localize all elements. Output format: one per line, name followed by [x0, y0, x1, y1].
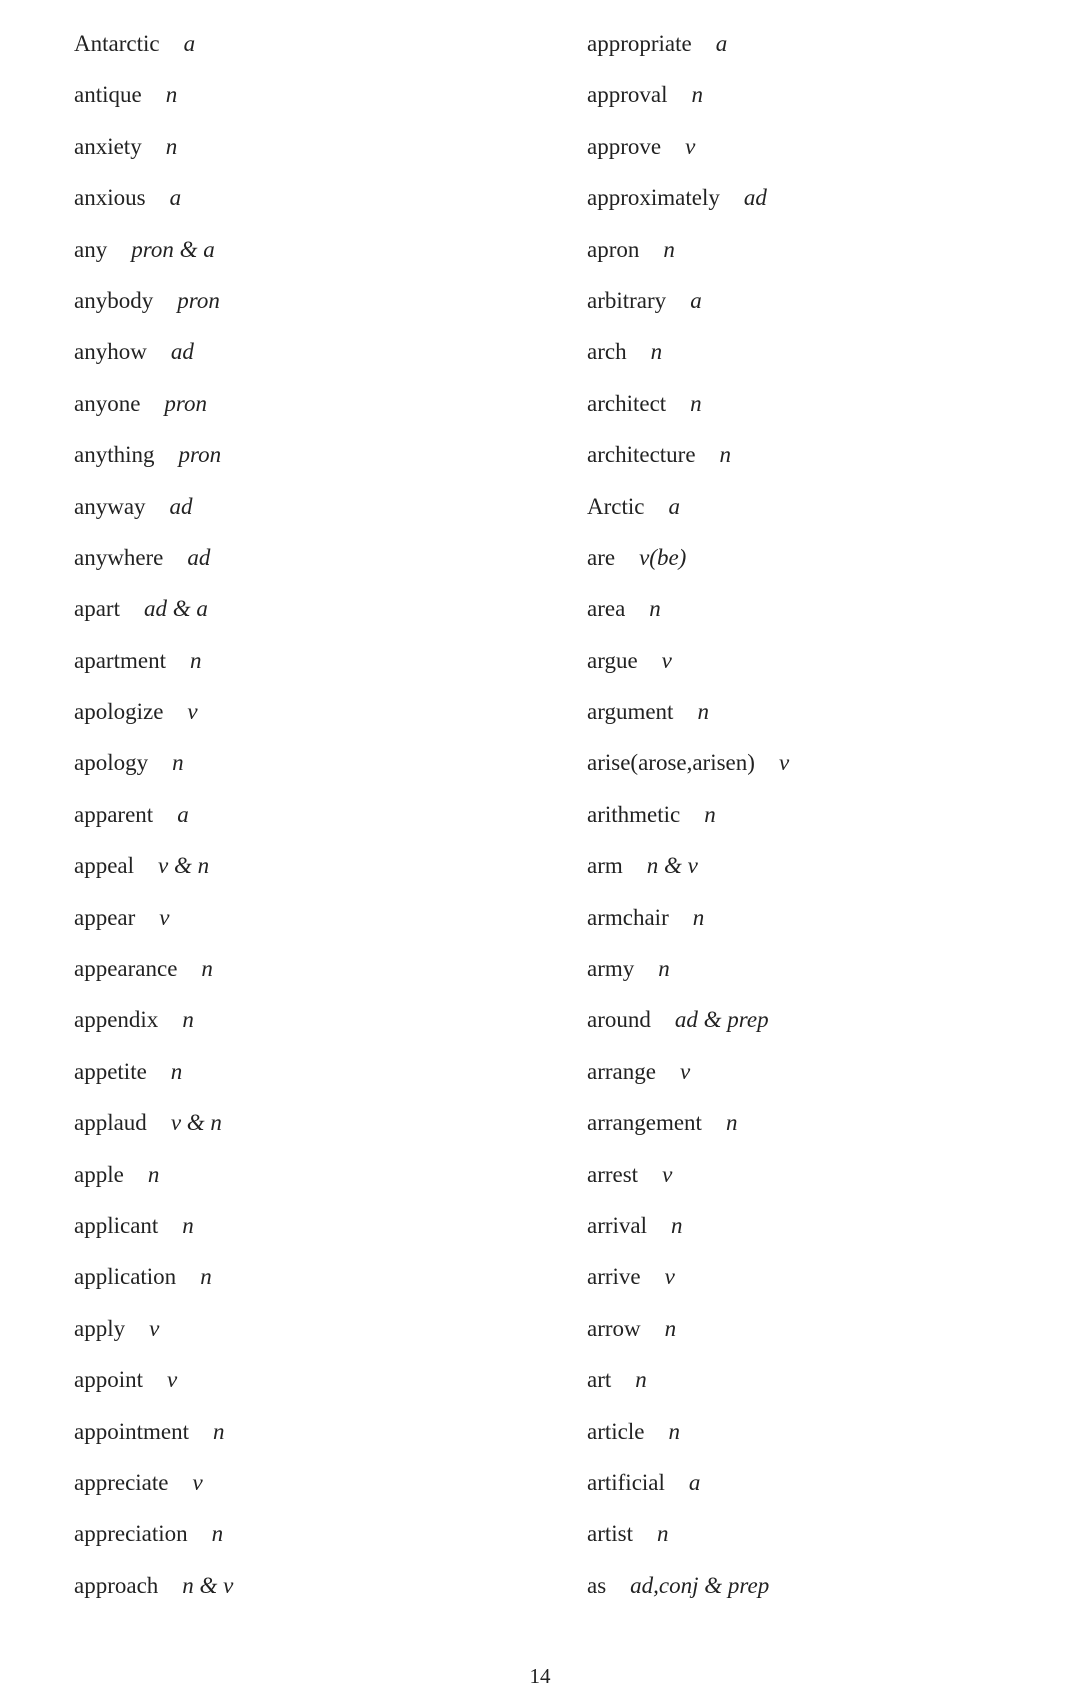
entry-part-of-speech: ad — [169, 493, 193, 519]
entry-part-of-speech: n — [649, 596, 661, 622]
entry-word: armchair — [587, 904, 669, 930]
entry-word: application — [74, 1264, 177, 1290]
word-entry — [587, 1461, 789, 1512]
entry-part-of-speech: n — [692, 904, 705, 930]
word-entry — [74, 1461, 233, 1512]
entry-word: appreciation — [74, 1521, 188, 1547]
word-entry — [74, 1358, 233, 1409]
entry-part-of-speech: n — [182, 1007, 194, 1033]
word-entry — [74, 330, 233, 381]
entry-part-of-speech: n — [704, 801, 716, 827]
entry-part-of-speech: n — [691, 82, 703, 108]
entry-word: art — [587, 1367, 612, 1393]
entry-part-of-speech: n — [201, 956, 213, 982]
entry-part-of-speech: n & v — [646, 853, 698, 879]
word-entry — [587, 1204, 789, 1255]
entry-word: apple — [74, 1161, 124, 1187]
entry-word: anything — [74, 442, 155, 468]
entry-word: appointment — [74, 1418, 189, 1444]
word-entry — [587, 485, 789, 536]
word-entry — [587, 639, 789, 690]
entry-word: are — [587, 544, 616, 570]
entry-part-of-speech: n — [147, 1161, 160, 1187]
word-entry — [587, 793, 789, 844]
entry-word: anyone — [74, 390, 141, 416]
entry-word: army — [587, 956, 635, 982]
word-entry — [587, 330, 789, 381]
entry-word: arrival — [587, 1212, 648, 1238]
entry-word: anyhow — [74, 339, 147, 365]
word-column-left — [74, 22, 233, 1615]
word-entry — [587, 125, 789, 176]
entry-part-of-speech: a — [690, 287, 702, 313]
entry-part-of-speech: n — [725, 1110, 738, 1136]
entry-word: arrow — [587, 1315, 641, 1341]
entry-part-of-speech: v — [192, 1469, 203, 1495]
entry-part-of-speech: n — [719, 442, 732, 468]
entry-part-of-speech: n — [650, 339, 663, 365]
entry-part-of-speech: v — [159, 904, 170, 930]
entry-word: anybody — [74, 287, 154, 313]
entry-part-of-speech: v — [778, 750, 790, 776]
word-entry — [587, 433, 789, 484]
entry-part-of-speech: pron — [177, 287, 220, 313]
word-entry — [587, 1050, 789, 1101]
entry-part-of-speech: n — [690, 390, 702, 416]
entry-part-of-speech: pron & a — [131, 236, 215, 262]
word-entry — [587, 998, 789, 1049]
entry-part-of-speech: a — [183, 31, 196, 56]
entry-word: apology — [74, 750, 149, 776]
entry-word: apparent — [74, 801, 154, 827]
word-entry — [74, 176, 233, 227]
entry-part-of-speech: v(be) — [639, 544, 687, 570]
entry-part-of-speech: n — [211, 1521, 224, 1547]
entry-word: antique — [74, 82, 142, 108]
entry-part-of-speech: n — [697, 699, 709, 725]
entry-word: arbitrary — [587, 287, 667, 313]
entry-word: appear — [74, 904, 136, 930]
entry-part-of-speech: ad,conj & prep — [630, 1572, 770, 1598]
entry-word: architect — [587, 390, 667, 416]
word-entry — [74, 1153, 233, 1204]
word-entry — [587, 279, 789, 330]
word-entry — [74, 741, 233, 792]
word-entry — [74, 433, 233, 484]
word-entry — [74, 1255, 233, 1306]
word-entry — [587, 690, 789, 741]
entry-part-of-speech: n — [165, 82, 178, 108]
entry-part-of-speech: v — [187, 699, 198, 725]
entry-part-of-speech: v & n — [170, 1110, 222, 1136]
entry-word: Arctic — [587, 493, 645, 519]
word-entry — [587, 176, 789, 227]
word-entry — [587, 1512, 789, 1563]
word-entry — [587, 1153, 789, 1204]
entry-part-of-speech: pron — [164, 390, 208, 416]
entry-word: approval — [587, 82, 668, 108]
entry-part-of-speech: n — [635, 1367, 647, 1393]
entry-part-of-speech: v — [661, 647, 672, 673]
entry-word: apartment — [74, 647, 166, 673]
page-number: 14 — [529, 1664, 551, 1688]
word-entry — [587, 1307, 789, 1358]
entry-part-of-speech: n — [170, 1058, 183, 1084]
entry-word: arrive — [587, 1264, 641, 1290]
entry-word: appearance — [74, 956, 178, 982]
entry-part-of-speech: n — [664, 1315, 677, 1341]
word-entry — [587, 1101, 789, 1152]
entry-word: arithmetic — [587, 801, 681, 827]
word-entry — [74, 896, 233, 947]
entry-part-of-speech: v & n — [158, 853, 210, 879]
entry-part-of-speech: a — [668, 493, 680, 519]
word-entry — [587, 382, 789, 433]
word-entry — [587, 896, 789, 947]
word-entry — [587, 1255, 789, 1306]
entry-word: appeal — [74, 853, 135, 879]
word-entry — [587, 587, 789, 638]
entry-part-of-speech: v — [679, 1058, 691, 1084]
entry-word: appropriate — [587, 31, 692, 56]
entry-word: around — [587, 1007, 651, 1033]
word-entry — [74, 1512, 233, 1563]
entry-part-of-speech: n — [172, 750, 184, 776]
word-entry — [74, 947, 233, 998]
word-entry — [74, 844, 233, 895]
entry-part-of-speech: ad & a — [143, 596, 208, 622]
word-entry — [74, 1204, 233, 1255]
entry-word: any — [74, 236, 108, 262]
entry-part-of-speech: n — [165, 133, 178, 159]
word-entry — [587, 228, 789, 279]
word-entry — [74, 639, 233, 690]
entry-word: appreciate — [74, 1469, 169, 1495]
word-entry — [74, 536, 233, 587]
entry-word: apart — [74, 596, 120, 622]
entry-part-of-speech: ad — [743, 185, 767, 211]
entry-part-of-speech: n — [200, 1264, 212, 1290]
word-entry — [587, 844, 789, 895]
entry-word: approach — [74, 1572, 159, 1598]
entry-part-of-speech: n — [657, 1521, 669, 1547]
entry-word: anxiety — [74, 133, 142, 159]
entry-word: arrangement — [587, 1110, 702, 1136]
word-entry — [74, 998, 233, 1049]
entry-word: argument — [587, 699, 674, 725]
entry-word: arrange — [587, 1058, 656, 1084]
word-column-right — [587, 22, 789, 1615]
entry-part-of-speech: n — [182, 1212, 194, 1238]
entry-part-of-speech: v — [167, 1367, 178, 1393]
word-entry — [74, 587, 233, 638]
entry-part-of-speech: pron — [178, 442, 222, 468]
entry-word: as — [587, 1572, 607, 1598]
entry-word: arm — [587, 853, 623, 879]
entry-word: Antarctic — [74, 31, 160, 56]
entry-word: approximately — [587, 185, 720, 211]
entry-word: argue — [587, 647, 638, 673]
word-entry — [587, 1410, 789, 1461]
entry-word: appetite — [74, 1058, 147, 1084]
entry-part-of-speech: n — [671, 1212, 683, 1238]
entry-word: approve — [587, 133, 662, 159]
entry-part-of-speech: ad — [187, 544, 211, 570]
entry-word: architecture — [587, 442, 696, 468]
entry-part-of-speech: n — [658, 956, 670, 982]
word-entry — [587, 741, 789, 792]
entry-part-of-speech: v — [662, 1161, 673, 1187]
entry-part-of-speech: a — [177, 801, 189, 827]
entry-part-of-speech: n — [189, 647, 202, 673]
entry-part-of-speech: v — [685, 133, 696, 159]
word-entry — [74, 793, 233, 844]
entry-word: area — [587, 596, 626, 622]
word-entry — [587, 947, 789, 998]
entry-word: appoint — [74, 1367, 143, 1393]
entry-word: artist — [587, 1521, 633, 1547]
word-entry — [74, 279, 233, 330]
entry-word: applicant — [74, 1212, 159, 1238]
word-entry — [74, 382, 233, 433]
word-entry — [587, 1358, 789, 1409]
entry-word: apply — [74, 1315, 126, 1341]
word-entry — [74, 1564, 233, 1615]
entry-word: artificial — [587, 1469, 665, 1495]
entry-part-of-speech: n — [212, 1418, 225, 1444]
word-entry — [74, 73, 233, 124]
word-entry — [74, 1101, 233, 1152]
entry-part-of-speech: a — [169, 185, 182, 211]
word-entry — [74, 690, 233, 741]
entry-word: anywhere — [74, 544, 164, 570]
entry-part-of-speech: ad & prep — [674, 1007, 769, 1033]
entry-word: apologize — [74, 699, 164, 725]
entry-word: apron — [587, 236, 640, 262]
entry-part-of-speech: ad — [170, 339, 194, 365]
entry-part-of-speech: n — [668, 1418, 680, 1444]
word-entry — [587, 1564, 789, 1615]
word-entry — [587, 22, 789, 73]
word-entry — [74, 22, 233, 73]
word-entry — [74, 1307, 233, 1358]
entry-word: arch — [587, 339, 627, 365]
entry-part-of-speech: n — [663, 236, 675, 262]
entry-word: applaud — [74, 1110, 147, 1136]
word-entry — [74, 228, 233, 279]
word-entry — [74, 125, 233, 176]
word-entry — [74, 1410, 233, 1461]
entry-part-of-speech: n & v — [182, 1572, 234, 1598]
entry-word: arise(arose,arisen) — [587, 750, 755, 776]
entry-word: article — [587, 1418, 645, 1444]
entry-part-of-speech: a — [688, 1469, 701, 1495]
entry-word: anyway — [74, 493, 146, 519]
word-entry — [587, 536, 789, 587]
word-entry — [74, 1050, 233, 1101]
word-entry — [74, 485, 233, 536]
entry-word: appendix — [74, 1007, 159, 1033]
entry-part-of-speech: a — [715, 31, 728, 56]
entry-part-of-speech: v — [664, 1264, 675, 1290]
word-entry — [587, 73, 789, 124]
entry-word: arrest — [587, 1161, 639, 1187]
entry-word: anxious — [74, 185, 146, 211]
entry-part-of-speech: v — [149, 1315, 160, 1341]
